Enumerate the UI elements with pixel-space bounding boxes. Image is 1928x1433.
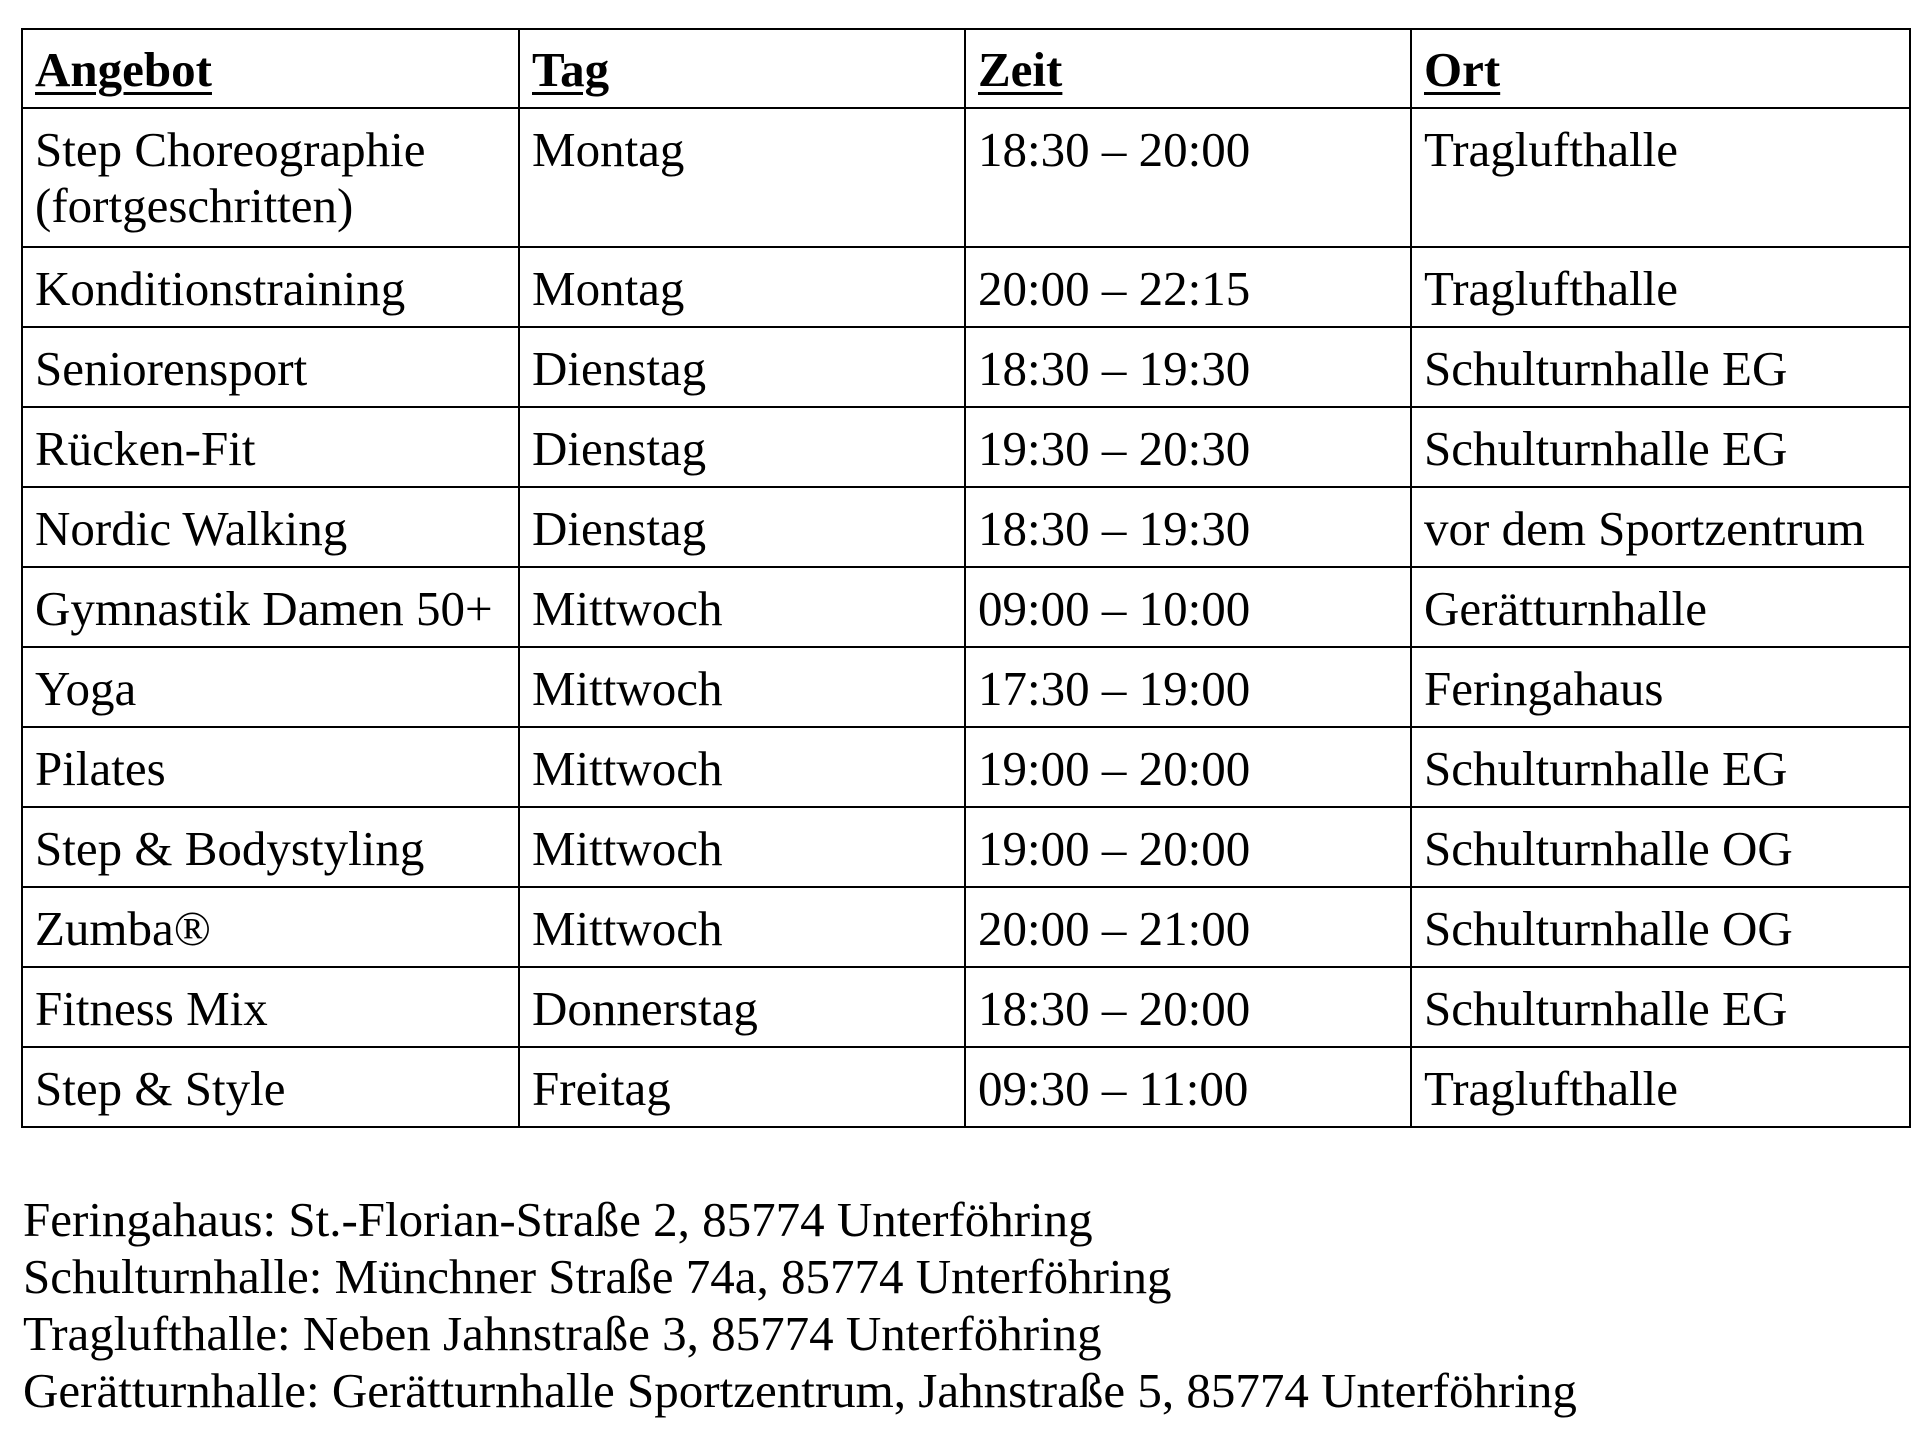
cell-angebot: Seniorensport [22, 327, 519, 407]
table-row [22, 967, 1910, 1047]
cell-tag: Freitag [519, 1047, 965, 1127]
cell-tag: Dienstag [519, 327, 965, 407]
cell-ort: Traglufthalle [1411, 108, 1910, 247]
table-row [22, 327, 1910, 407]
cell-ort: Schulturnhalle OG [1411, 807, 1910, 887]
address-geraetturnhalle: Gerätturnhalle: Gerätturnhalle Sportzentrum, Jahnstraße 5, 85774 Unterföhring [23, 1363, 1577, 1418]
cell-zeit: 18:30 – 20:00 [965, 108, 1411, 247]
cell-zeit: 19:00 – 20:00 [965, 727, 1411, 807]
cell-tag: Mittwoch [519, 647, 965, 727]
header-angebot: Angebot [22, 29, 519, 108]
table-row [22, 807, 1910, 887]
cell-angebot: Gymnastik Damen 50+ [22, 567, 519, 647]
cell-zeit: 09:30 – 11:00 [965, 1047, 1411, 1127]
cell-zeit: 19:00 – 20:00 [965, 807, 1411, 887]
schedule-table [21, 28, 1911, 1128]
cell-angebot: Step & Style [22, 1047, 519, 1127]
cell-angebot: Pilates [22, 727, 519, 807]
address-schulturnhalle: Schulturnhalle: Münchner Straße 74a, 85774 Unterföhring [23, 1249, 1172, 1304]
cell-angebot: Rücken-Fit [22, 407, 519, 487]
cell-ort: Gerätturnhalle [1411, 567, 1910, 647]
cell-ort: Schulturnhalle EG [1411, 407, 1910, 487]
cell-ort: Traglufthalle [1411, 247, 1910, 327]
cell-tag: Mittwoch [519, 807, 965, 887]
cell-angebot: Fitness Mix [22, 967, 519, 1047]
cell-ort: vor dem Sportzentrum [1411, 487, 1910, 567]
cell-zeit: 18:30 – 20:00 [965, 967, 1411, 1047]
cell-tag: Montag [519, 247, 965, 327]
cell-angebot: Yoga [22, 647, 519, 727]
cell-ort: Schulturnhalle EG [1411, 967, 1910, 1047]
table-row [22, 407, 1910, 487]
table-row [22, 567, 1910, 647]
cell-ort: Schulturnhalle OG [1411, 887, 1910, 967]
cell-tag: Dienstag [519, 487, 965, 567]
cell-tag: Donnerstag [519, 967, 965, 1047]
address-traglufthalle: Traglufthalle: Neben Jahnstraße 3, 85774 Unterföhring [23, 1306, 1102, 1361]
cell-angebot: Zumba® [22, 887, 519, 967]
cell-zeit: 09:00 – 10:00 [965, 567, 1411, 647]
cell-zeit: 18:30 – 19:30 [965, 327, 1411, 407]
cell-tag: Mittwoch [519, 887, 965, 967]
table-row [22, 247, 1910, 327]
table-row [22, 727, 1910, 807]
cell-ort: Schulturnhalle EG [1411, 727, 1910, 807]
cell-tag: Montag [519, 108, 965, 247]
cell-zeit: 18:30 – 19:30 [965, 487, 1411, 567]
cell-zeit: 20:00 – 22:15 [965, 247, 1411, 327]
address-feringahaus: Feringahaus: St.-Florian-Straße 2, 85774 Unterföhring [23, 1192, 1093, 1247]
table-row [22, 108, 1910, 247]
cell-ort: Traglufthalle [1411, 1047, 1910, 1127]
table-row [22, 1047, 1910, 1127]
cell-tag: Dienstag [519, 407, 965, 487]
cell-zeit: 19:30 – 20:30 [965, 407, 1411, 487]
address-list [23, 1191, 1577, 1419]
cell-tag: Mittwoch [519, 567, 965, 647]
table-row [22, 647, 1910, 727]
cell-zeit: 17:30 – 19:00 [965, 647, 1411, 727]
header-zeit: Zeit [965, 29, 1411, 108]
cell-zeit: 20:00 – 21:00 [965, 887, 1411, 967]
table-row [22, 487, 1910, 567]
header-tag: Tag [519, 29, 965, 108]
cell-ort: Schulturnhalle EG [1411, 327, 1910, 407]
header-ort: Ort [1411, 29, 1910, 108]
cell-angebot: Konditionstraining [22, 247, 519, 327]
cell-angebot: Step & Bodystyling [22, 807, 519, 887]
table-row [22, 887, 1910, 967]
table-header-row [22, 29, 1910, 108]
cell-tag: Mittwoch [519, 727, 965, 807]
cell-angebot: Step Choreographie (fortgeschritten) [22, 108, 519, 247]
cell-ort: Feringahaus [1411, 647, 1910, 727]
cell-angebot: Nordic Walking [22, 487, 519, 567]
